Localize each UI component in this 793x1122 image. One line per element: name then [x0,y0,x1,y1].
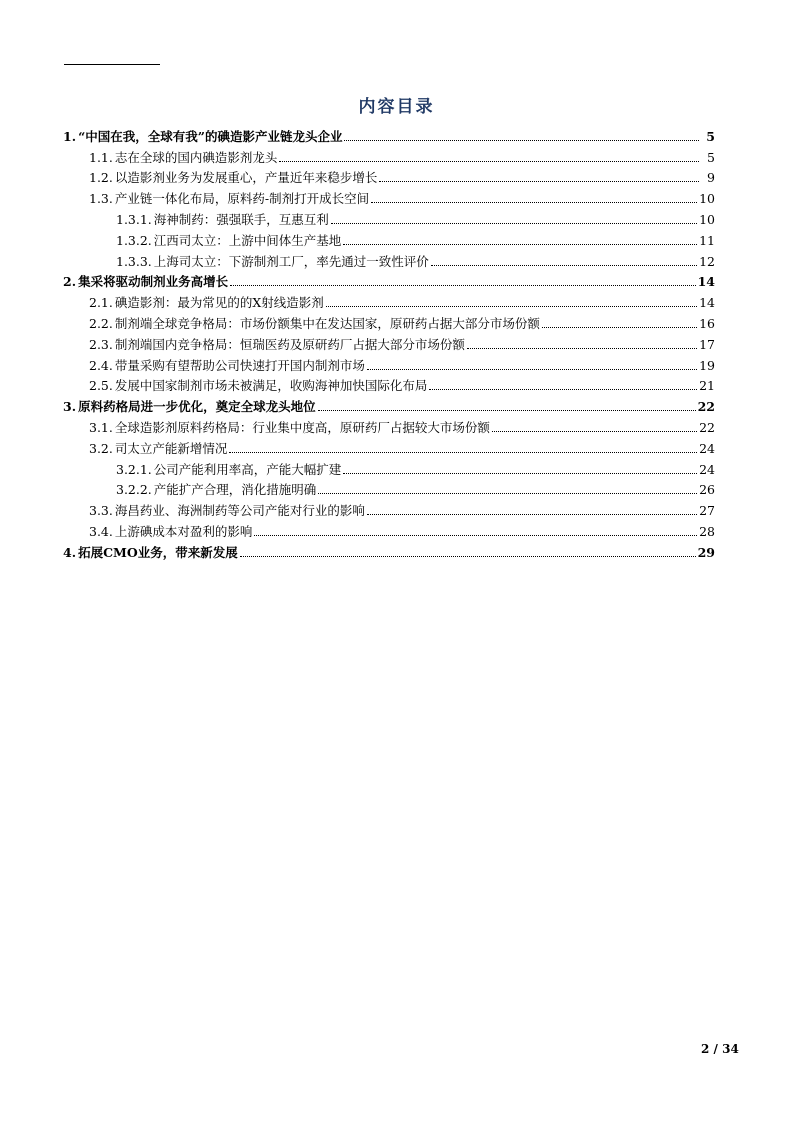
toc-entry-page: 9 [707,170,715,186]
toc-entry-number: 3.2. [89,440,113,456]
toc-entry[interactable] [63,414,715,435]
toc-entry[interactable] [63,477,715,498]
toc-entry-number: 3.4. [89,523,113,539]
toc-entry-page: 5 [707,149,715,165]
toc-entry-label [89,170,377,185]
toc-entry[interactable] [63,497,715,518]
dot-leader [467,348,697,349]
toc-entry-page: 28 [699,523,715,539]
toc-entry-page: 11 [699,232,715,248]
toc-entry-number: 1.3.3. [116,253,152,269]
dot-leader [492,431,697,432]
toc-entry[interactable] [63,352,715,373]
toc-entry-label [63,545,238,560]
dot-leader [230,285,696,286]
toc-entry-title: 发展中国家制剂市场未被满足，收购海神加快国际化布局 [114,378,428,394]
toc-entry-page: 16 [699,315,715,331]
toc-entry-page: 24 [699,461,715,477]
toc-entry-number: 3.2.1. [116,461,152,477]
toc-entry-page: 5 [706,128,715,144]
dot-leader [240,556,696,557]
toc-entry[interactable] [63,331,715,352]
toc-entry-title: 志在全球的国内碘造影剂龙头 [114,149,278,165]
toc-entry[interactable] [63,144,715,165]
dot-leader [331,223,697,224]
toc-entry[interactable] [63,518,715,539]
dot-leader [254,535,697,536]
toc-entry-page: 17 [699,336,715,352]
toc-entry-label [89,191,369,206]
dot-leader [431,265,697,266]
dot-leader [343,473,697,474]
toc-entry-page: 14 [697,274,715,290]
toc-entry-title: 制剂端国内竞争格局：恒瑞医药及原研药厂占据大部分市场份额 [114,336,465,352]
toc-entry[interactable] [63,123,715,144]
toc-entry-label [116,254,429,269]
page-number: 2 / 34 [701,1042,739,1056]
toc-entry-number: 1.1. [89,149,113,165]
toc-entry-label [89,420,490,435]
toc-entry-number: 4. [63,544,77,560]
toc-entry-label [116,482,316,497]
toc-entry-page: 21 [699,378,715,394]
toc-entry-title: 公司产能利用率高，产能大幅扩建 [153,461,342,477]
toc-entry-page: 22 [699,419,715,435]
toc-entry-page: 24 [699,440,715,456]
toc-entry-title: 江西司太立：上游中间体生产基地 [153,232,342,248]
toc-entry-number: 2.1. [89,295,113,311]
toc-entry-number: 3.1. [89,419,113,435]
toc-entry-title: 海神制药：强强联手，互惠互利 [153,211,329,227]
toc-entry-title: 上海司太立：下游制剂工厂，率先通过一致性评价 [153,253,429,269]
toc-entry-number: 3.3. [89,503,113,519]
toc-entry-number: 1.3. [89,191,113,207]
toc-entry[interactable] [63,456,715,477]
dot-leader [343,244,697,245]
toc-entry[interactable] [63,248,715,269]
toc-entry-page: 14 [699,295,715,311]
dot-leader [542,327,697,328]
dot-leader [229,452,697,453]
toc-entry-title: 上游碘成本对盈利的影响 [114,523,253,539]
toc-entry-title: 碘造影剂：最为常见的的X射线造影剂 [114,295,324,311]
toc-entry-page: 22 [697,399,715,415]
dot-leader [318,410,696,411]
toc-entry[interactable] [63,165,715,186]
toc-entry-title: 制剂端全球竞争格局：市场份额集中在发达国家，原研药占据大部分市场份额 [114,315,540,331]
toc-entry-label [63,129,342,144]
toc-entry[interactable] [63,310,715,331]
toc-entry-title: 原料药格局进一步优化，奠定全球龙头地位 [78,399,316,415]
dot-leader [371,202,697,203]
toc-entry[interactable] [63,539,715,560]
toc-entry-number: 1.2. [89,170,113,186]
toc-entry-number: 2.4. [89,357,113,373]
toc-entry-page: 12 [699,253,715,269]
toc-entry[interactable] [63,227,715,248]
toc-entry-title: “中国在我，全球有我”的碘造影产业链龙头企业 [78,128,343,144]
dot-leader [344,140,699,141]
toc-entry-label [89,150,277,165]
toc-entry-label [89,378,427,393]
toc-entry[interactable] [63,185,715,206]
toc-entry-title: 司太立产能新增情况 [114,440,228,456]
toc-entry-number: 2. [63,274,77,290]
toc-entry-label [89,316,540,331]
dot-leader [367,514,697,515]
dot-leader [279,161,699,162]
dot-leader [379,181,699,182]
toc-entry-title: 全球造影剂原料药格局：行业集中度高，原研药厂占据较大市场份额 [114,419,490,435]
toc-entry-number: 2.2. [89,315,113,331]
header-rule [64,64,160,65]
toc-entry-title: 以造影剂业务为发展重心，产量近年来稳步增长 [114,170,378,186]
toc-entry-label [89,524,252,539]
toc-entry[interactable] [63,206,715,227]
toc-entry-number: 1.3.2. [116,232,152,248]
toc-entry-number: 1.3.1. [116,211,152,227]
dot-leader [326,306,697,307]
toc-entry-page: 29 [697,544,715,560]
toc-entry-title: 产业链一体化布局，原料药-制剂打开成长空间 [114,191,370,207]
toc-entry-page: 26 [699,482,715,498]
toc-entry-page: 19 [699,357,715,373]
toc-entry-number: 3.2.2. [116,482,152,498]
toc-entry-title: 带量采购有望帮助公司快速打开国内制剂市场 [114,357,365,373]
toc-entry[interactable] [63,373,715,394]
toc-entry-number: 2.3. [89,336,113,352]
toc-entry-number: 3. [63,399,77,415]
toc-entry[interactable] [63,435,715,456]
table-of-contents [63,123,715,560]
toc-entry-label [116,462,341,477]
toc-entry-title: 海昌药业、海洲制药等公司产能对行业的影响 [114,503,365,519]
toc-entry-label [89,358,365,373]
toc-entry-page: 27 [699,503,715,519]
toc-title: 内容目录 [358,97,435,117]
toc-entry-number: 1. [63,128,77,144]
toc-entry-title: 拓展CMO业务，带来新发展 [78,544,238,560]
toc-entry-label [63,399,316,414]
toc-entry[interactable] [63,393,715,414]
toc-entry-number: 2.5. [89,378,113,394]
toc-entry-label [116,212,329,227]
toc-entry[interactable] [63,269,715,290]
toc-entry-title: 产能扩产合理，消化措施明确 [153,482,317,498]
toc-entry-page: 10 [699,191,715,207]
toc-entry-title: 集采将驱动制剂业务高增长 [78,274,229,290]
toc-entry-label [116,233,341,248]
dot-leader [429,389,697,390]
dot-leader [318,493,697,494]
toc-entry-label [89,503,365,518]
toc-entry-label [63,274,228,289]
toc-entry-label [89,337,465,352]
toc-entry-page: 10 [699,211,715,227]
toc-entry-label [89,441,227,456]
toc-entry-label [89,295,324,310]
toc-entry[interactable] [63,289,715,310]
dot-leader [367,369,697,370]
